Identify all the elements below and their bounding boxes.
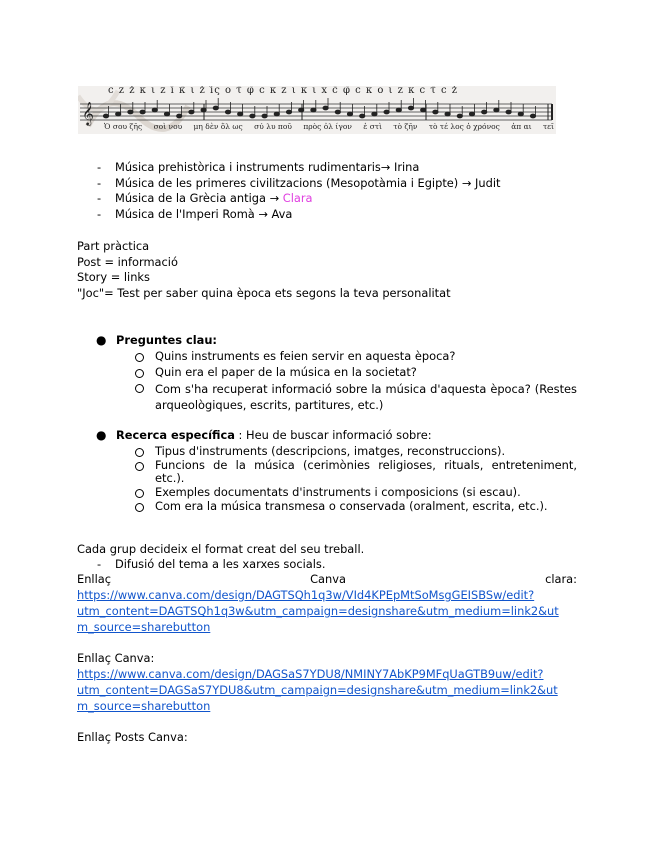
note-head	[262, 114, 267, 118]
svg-text:𝄞: 𝄞	[82, 101, 94, 125]
practice-line: Part pràctica	[77, 239, 150, 253]
note-head	[384, 110, 389, 114]
note-head	[506, 110, 511, 114]
note-head	[116, 112, 121, 116]
key-questions-title: Preguntes clau:	[116, 333, 217, 347]
research-intro: : Heu de buscar informació sobre:	[234, 428, 432, 442]
practice-line: "Joc"= Test per saber quina època ets segons la teva personalitat	[77, 286, 451, 300]
note-head	[152, 108, 157, 112]
hollow-bullet-icon	[135, 503, 144, 512]
canva-link[interactable]: https://www.canva.com/design/DAGSaS7YDU8/NMINY7AbKP9MFqUaGTB9uw/edit?	[77, 667, 544, 681]
research-heading	[96, 428, 432, 443]
lyric-syllable: σοὶ νου	[153, 122, 183, 131]
posts-link-label: Enllaç Posts Canva:	[77, 730, 188, 744]
lyric-syllable: σύ λυ ποῦ	[254, 122, 292, 131]
note-head	[372, 112, 377, 116]
note-head	[189, 110, 194, 114]
note-head	[250, 114, 255, 118]
note-head	[421, 108, 426, 112]
key-questions-heading	[96, 333, 217, 348]
note-head	[274, 112, 279, 116]
note-head	[103, 114, 108, 118]
note-head	[177, 114, 182, 118]
note-head	[140, 110, 145, 114]
format-dash-item: - Difusió del tema a les xarxes socials.	[97, 557, 326, 571]
canva-link[interactable]: m_source=sharebutton	[77, 699, 211, 713]
research-title: Recerca específica	[116, 428, 235, 442]
note-head	[213, 106, 218, 110]
key-question-item: Com s'ha recuperat informació sobre la música d'aquesta època? (Restes arqueològiques, escrits, partitures, etc.)	[135, 381, 577, 411]
clara-canva-link[interactable]: utm_content=DAGTSQh1q3w&utm_campaign=designshare&utm_medium=link2&ut	[77, 604, 559, 618]
hollow-bullet-icon	[135, 462, 144, 471]
note-head	[238, 112, 243, 116]
bullet-icon: ●	[96, 428, 107, 442]
note-head	[311, 108, 316, 112]
note-head	[164, 112, 169, 116]
hollow-bullet-icon	[135, 353, 144, 362]
format-line: Cada grup decideix el format creat del seu treball.	[77, 542, 365, 556]
score-lyrics	[104, 122, 554, 131]
practice-line: Post = informació	[77, 255, 178, 269]
hollow-bullet-icon	[135, 369, 144, 378]
lyric-syllable: μη δὲν ὅλ ως	[193, 122, 243, 131]
note-head	[396, 108, 401, 112]
lyric-syllable: τὸ ζῆν	[393, 122, 418, 131]
highlighted-name: Clara	[282, 191, 313, 205]
note-head	[482, 110, 487, 114]
canva-link[interactable]: utm_content=DAGSaS7YDU8&utm_campaign=designshare&utm_medium=link2&ut	[77, 683, 558, 697]
note-head	[457, 114, 462, 118]
score-greek-notation: c z ž κ ι z ī κ̄ ι ž ĭ̈ς ο τ̄ φ̄ c κ z ι κ ι x c̄ φ̄ c κ ο ι z κ c τ̄ c ž	[108, 86, 459, 96]
note-head	[347, 112, 352, 116]
note-head	[445, 112, 450, 116]
hollow-bullet-icon	[135, 384, 144, 393]
note-head	[469, 112, 474, 116]
note-head	[494, 108, 499, 112]
note-head	[299, 108, 304, 112]
note-head	[360, 114, 365, 118]
note-head	[201, 108, 206, 112]
lyric-syllable: Ὁ σου ζῆς	[104, 122, 143, 131]
assignment-item: - Música de l'Imperi Romà → Ava	[97, 207, 293, 221]
lyric-syllable: τεῖ	[543, 122, 554, 131]
clara-canva-link[interactable]: m_source=sharebutton	[77, 620, 211, 634]
note-head	[530, 114, 535, 118]
hollow-bullet-icon	[135, 448, 144, 457]
note-head	[408, 106, 413, 110]
research-item: Funcions de la música (cerimònies religioses, rituals, entreteniment, etc.).	[135, 459, 577, 487]
note-head	[128, 110, 133, 114]
clara-link-label: Enllaç Canva clara:	[77, 572, 577, 586]
lyric-syllable: τὸ τέ λος ὁ χρόνος	[428, 122, 500, 131]
assignment-item: - Música de les primeres civilitzacions (Mesopotàmia i Egipte) → Judit	[97, 176, 501, 190]
greek-music-score-image	[78, 86, 556, 134]
note-head	[225, 110, 230, 114]
note-head	[286, 110, 291, 114]
clara-canva-link[interactable]: https://www.canva.com/design/DAGTSQh1q3w/VId4KPEpMtSoMsgGEISBSw/edit?	[77, 588, 535, 602]
note-head	[335, 110, 340, 114]
practice-line: Story = links	[77, 270, 150, 284]
canva-link-label: Enllaç Canva:	[77, 651, 155, 665]
lyric-syllable: πρὸς ὀλ ίγον	[303, 122, 352, 131]
lyric-syllable: ἀπ αι	[511, 122, 532, 131]
assignment-item: - Música de la Grècia antiga → Clara	[97, 191, 313, 205]
assignment-item: - Música prehistòrica i instruments rudimentaris→ Irina	[97, 160, 420, 174]
note-head	[433, 110, 438, 114]
bullet-icon: ●	[96, 333, 107, 347]
note-head	[518, 112, 523, 116]
lyric-syllable: ἐ στὶ	[363, 122, 382, 131]
note-head	[323, 106, 328, 110]
hollow-bullet-icon	[135, 489, 144, 498]
